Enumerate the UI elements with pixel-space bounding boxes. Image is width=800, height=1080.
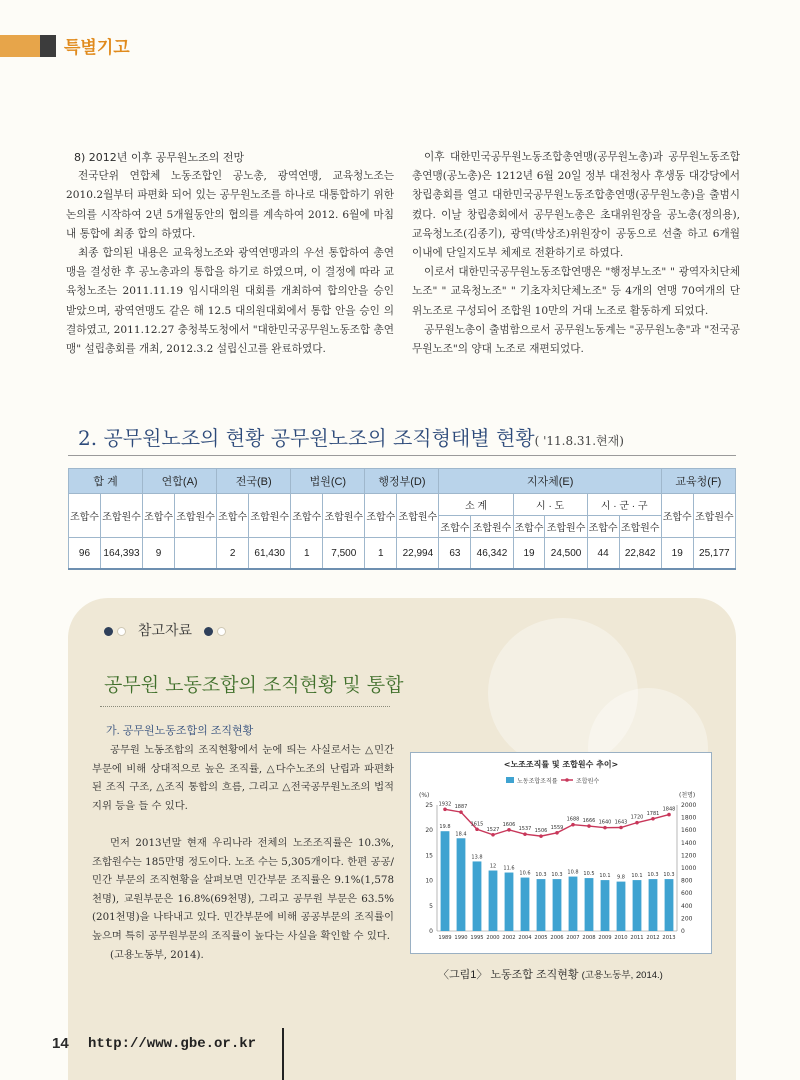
chart-bar (585, 878, 594, 931)
reference-body (92, 741, 394, 815)
x-tick-label: 2005 (534, 935, 548, 941)
chart-bar (441, 831, 450, 931)
paragraph: (고용노동부, 2014). (110, 948, 204, 961)
table-subgroup-header: 소 계 (439, 494, 513, 516)
bullet-dot-icon (217, 627, 226, 636)
chart-line-point (443, 807, 447, 811)
table-col-header: 조합수 (217, 494, 249, 538)
paragraph: 공무원노총이 출범함으로서 공무원노동계는 "공무원노총"과 "전국공무원노조"의 양대 노조로 재편되었다. (412, 323, 740, 356)
chart-bar (633, 880, 642, 931)
y2-tick-label: 1400 (681, 839, 697, 847)
left-column (66, 148, 394, 359)
table-col-header: 조합수 (291, 494, 323, 538)
chart-bar (473, 861, 482, 931)
table-group-header: 지자체(E) (439, 469, 661, 494)
y2-tick-label: 1200 (681, 852, 697, 860)
table-col-header: 조합원수 (249, 494, 291, 538)
table-cell: 46,342 (471, 538, 513, 570)
section-label: 특별기고 (64, 38, 130, 58)
table-cell: 7,500 (323, 538, 365, 570)
bar-data-label: 10.3 (551, 872, 563, 879)
table-col-header: 조합원수 (545, 516, 587, 538)
chart-bar (665, 879, 674, 931)
y2-tick-label: 1600 (681, 827, 697, 835)
x-tick-label: 1990 (454, 935, 468, 941)
reference-tag-label: 참고자료 (137, 622, 192, 638)
reference-body (92, 834, 394, 964)
legend-label: 노동조합조직률 (517, 778, 558, 785)
reference-title: 공무원 노동조합의 조직현황 및 통합 (104, 674, 404, 696)
header-accent-square (40, 35, 56, 57)
bar-data-label: 18.4 (455, 831, 467, 838)
table-cell: 2 (217, 538, 249, 570)
section-heading-date: ( '11.8.31.현재) (534, 434, 624, 448)
paragraph: 전국단위 연합체 노동조합인 공노총, 광역연맹, 교육청노조는 2010.2월부터 파편화 되어 있는 공무원노조를 하나로 대통합하기 위한 논의를 시작하여 2년 5개월동안의 협의를 계속하여 2012. 6월에 마침내 통합에 최종 합의 하였다. (66, 170, 394, 240)
chart-line-point (523, 832, 527, 836)
divider (100, 706, 390, 707)
line-data-label: 1527 (486, 826, 500, 833)
chart-bar (505, 873, 514, 931)
table-col-header: 조합원수 (693, 494, 735, 538)
table-cell: 19 (513, 538, 545, 570)
page-number: 14 (52, 1035, 69, 1052)
table-subgroup-header: 시 · 도 (513, 494, 587, 516)
chart-line-point (507, 828, 511, 832)
x-tick-label: 2000 (486, 935, 500, 941)
table-cell: 25,177 (693, 538, 735, 570)
table-subgroup-header: 시 · 군 · 구 (587, 494, 661, 516)
bar-data-label: 11.6 (503, 865, 515, 872)
chart-bar (569, 877, 578, 931)
table-cell: 22,994 (397, 538, 439, 570)
table-group-header: 행정부(D) (365, 469, 439, 494)
table-group-header: 전국(B) (217, 469, 291, 494)
y2-tick-label: 200 (681, 915, 693, 923)
x-tick-label: 2006 (550, 935, 564, 941)
bullet-dot-icon (104, 627, 113, 636)
figure-caption (438, 966, 663, 982)
chart-bar (521, 878, 530, 931)
union-chart (410, 752, 712, 954)
table-group-header: 합 계 (69, 469, 143, 494)
line-data-label: 1781 (646, 810, 660, 817)
chart-line-point (571, 823, 575, 827)
chart-title: <노조조직률 및 조합원수 추이> (503, 760, 619, 769)
header-accent-bar (0, 35, 40, 57)
bar-data-label: 10.3 (535, 872, 547, 879)
paragraph: 공무원 노동조합의 조직현황에서 눈에 띄는 사실로서는 △민간부문에 비해 상대적으로 높은 조직률, △다수노조의 난립과 파편화된 조직 구조, △조직 통합의 흐름, 그리고 △전국공무원노조의 법적 지위 등을 들 수 있다. (92, 744, 394, 812)
footer-url: http://www.gbe.or.kr (88, 1036, 257, 1052)
x-tick-label: 2007 (566, 935, 580, 941)
table-col-header: 조합원수 (175, 494, 217, 538)
y-tick-label: 0 (429, 928, 433, 935)
line-data-label: 1848 (662, 806, 676, 813)
line-data-label: 1720 (630, 814, 644, 821)
table-cell: 22,842 (619, 538, 661, 570)
y-tick-label: 15 (425, 852, 433, 860)
table-col-header: 조합수 (661, 494, 693, 538)
figure-caption-label: 〈그림1〉 노동조합 조직현황 (438, 969, 579, 981)
table-col-header: 조합원수 (471, 516, 513, 538)
y2-tick-label: 1800 (681, 814, 697, 822)
chart-line-point (475, 827, 479, 831)
chart-line-point (491, 833, 495, 837)
bar-data-label: 10.1 (599, 873, 611, 880)
chart-line-point (635, 821, 639, 825)
x-tick-label: 1989 (438, 935, 452, 941)
paragraph: 이후 대한민국공무원노동조합총연맹(공무원노총)과 공무원노동조합총연맹(공노총)은 1212년 6월 20일 정부 대전청사 후생동 대강당에서 창립총회를 열고 대한민국공무원노동조합총연맹(공무원노총)을 출범시켰다. 이날 창립총회에서 공무원노총은 초대위원장을 공노총(정의용), 교육청노조(김종기), 광역(박상조)위원장이 공동으로 선출 하고 6개월이내에 단일지도부 체제로 전환하기로 하였다. (412, 151, 740, 260)
table-col-header: 조합수 (143, 494, 175, 538)
bar-data-label: 19.8 (439, 824, 451, 831)
table-col-header: 조합원수 (100, 494, 142, 538)
chart-bar (649, 879, 658, 931)
table-group-header: 법원(C) (291, 469, 365, 494)
table-col-header: 조합수 (365, 494, 397, 538)
union-status-table (68, 468, 736, 570)
line-data-label: 1640 (598, 819, 612, 826)
reference-tag (102, 620, 228, 640)
line-data-label: 1615 (470, 821, 484, 828)
line-data-label: 1537 (518, 826, 532, 833)
table-cell (175, 538, 217, 570)
section-subtitle: 8) 2012년 이후 공무원노조의 전망 (74, 151, 245, 164)
table-cell: 1 (365, 538, 397, 570)
paragraph: 이로서 대한민국공무원노동조합연맹은 "행정부노조" " 광역자치단체노조" " 교육청노조" " 기초자치단체노조" 등 4개의 연맹 70여개의 단위노조로 구성되어 조합원 10만의 거대 노조로 활동하게 되었다. (412, 266, 740, 317)
y2-tick-label: 0 (681, 928, 685, 935)
bar-data-label: 9.8 (617, 874, 625, 881)
y-tick-label: 20 (425, 827, 433, 835)
chart-bar (617, 882, 626, 931)
chart-line-point (587, 824, 591, 828)
chart-line-point (619, 826, 623, 830)
x-tick-label: 2004 (518, 935, 532, 941)
x-tick-label: 1995 (470, 935, 484, 941)
chart-line-point (651, 817, 655, 821)
table-cell: 96 (69, 538, 101, 570)
table-col-header: 조합원수 (397, 494, 439, 538)
table-col-header: 조합수 (587, 516, 619, 538)
figure-caption-source: (고용노동부, 2014.) (581, 970, 663, 981)
section-heading (78, 422, 624, 451)
table-cell: 61,430 (249, 538, 291, 570)
chart-line-point (539, 834, 543, 838)
divider (68, 455, 736, 456)
bar-data-label: 10.6 (519, 870, 531, 877)
line-data-label: 1506 (534, 828, 548, 835)
bar-data-label: 13.8 (471, 854, 483, 861)
y2-tick-label: 800 (681, 877, 693, 885)
reference-subheading: 가. 공무원노동조합의 조직현황 (106, 725, 254, 737)
table-col-header: 조합원수 (323, 494, 365, 538)
bar-data-label: 10.5 (583, 871, 595, 878)
chart-line-point (459, 810, 463, 814)
table-col-header: 조합원수 (619, 516, 661, 538)
x-tick-label: 2002 (502, 935, 516, 941)
table-col-header: 조합수 (439, 516, 471, 538)
bullet-dot-icon (117, 627, 126, 636)
chart-line-point (603, 826, 607, 830)
table-cell: 1 (291, 538, 323, 570)
table-group-header: 연합(A) (143, 469, 217, 494)
table-row (69, 538, 736, 570)
x-tick-label: 2010 (614, 935, 628, 941)
chart-bar (601, 880, 610, 931)
bullet-dot-icon (204, 627, 213, 636)
y2-tick-label: 2000 (681, 802, 697, 809)
bar-data-label: 10.8 (567, 869, 579, 876)
bar-data-label: 10.1 (631, 873, 643, 880)
legend-label: 조합원수 (576, 778, 600, 785)
legend-marker (565, 778, 569, 782)
bar-data-label: 12 (489, 863, 497, 870)
line-data-label: 1932 (438, 801, 452, 808)
line-data-label: 1666 (582, 818, 596, 825)
y-tick-label: 10 (425, 877, 433, 885)
right-column (412, 148, 740, 359)
chart-line-point (667, 813, 671, 817)
table-cell: 19 (661, 538, 693, 570)
y2-tick-label: 400 (681, 902, 693, 910)
line-data-label: 1643 (614, 819, 628, 826)
table-cell: 24,500 (545, 538, 587, 570)
chart-bar (489, 871, 498, 931)
footer-rule (282, 1028, 284, 1080)
table-col-header: 조합수 (69, 494, 101, 538)
line-data-label: 1688 (566, 816, 580, 823)
chart-bar (537, 879, 546, 931)
table-cell: 164,393 (100, 538, 142, 570)
x-tick-label: 2008 (582, 935, 596, 941)
legend-swatch-bar (506, 777, 514, 783)
table-cell: 44 (587, 538, 619, 570)
y-tick-label: 25 (425, 802, 433, 809)
x-tick-label: 2011 (630, 935, 644, 941)
table-col-header: 조합수 (513, 516, 545, 538)
y2-axis-label: (천명) (679, 792, 696, 799)
paragraph: 최종 합의된 내용은 교육청노조와 광역연맹과의 우선 통합하여 총연맹을 결성한 후 공노총과의 통합을 하기로 하였으며, 이 결정에 따라 교육청노조는 2011.11.19 임시대의원 대회를 개최하여 합의안을 승인 받았으며, 광역연맹도 같은 해 12.5 대의원대회에서 통합 안을 승인 의결하였고, 2011.12.27 충청북도청에서 "대한민국공무원노동조합 총연맹" 설립총회를 개최, 2012.3.2 설립신고를 완료하였다. (66, 247, 394, 356)
chart-bar (553, 879, 562, 931)
paragraph: 먼저 2013년말 현재 우리나라 전체의 노조조직률은 10.3%, 조합원수는 185만명 정도이다. 노조 수는 5,305개이다. 한편 공공/민간 부문의 조직현황을 살펴보면 민간부문 조직률은 9.1%(1,578천명), 교원부문은 16.8%(69천명), 그리고 공무원 부문은 63.5%(201천명)을 나타내고 있다. 민간부문에 비해 공공부문의 조직률이 높으며 특히 공무원부문의 조직률이 높다는 사실을 확인할 수 있다. (92, 837, 394, 942)
line-data-label: 1887 (454, 804, 468, 811)
chart-line-point (555, 831, 559, 835)
y-axis-label: (%) (419, 792, 430, 799)
chart-bar (457, 838, 466, 931)
chart-svg (411, 753, 711, 953)
y-tick-label: 5 (429, 902, 433, 910)
bar-data-label: 10.3 (663, 872, 675, 879)
bar-data-label: 10.3 (647, 872, 659, 879)
table-cell: 9 (143, 538, 175, 570)
section-heading-text: 2. 공무원노조의 현황 공무원노조의 조직형태별 현황 (78, 426, 535, 450)
x-tick-label: 2012 (646, 935, 660, 941)
table-cell: 63 (439, 538, 471, 570)
y2-tick-label: 600 (681, 890, 693, 898)
line-data-label: 1606 (502, 821, 516, 828)
line-data-label: 1559 (550, 824, 564, 831)
x-tick-label: 2009 (598, 935, 612, 941)
x-tick-label: 2013 (662, 935, 676, 941)
table-group-header: 교육청(F) (661, 469, 735, 494)
y2-tick-label: 1000 (681, 865, 697, 872)
